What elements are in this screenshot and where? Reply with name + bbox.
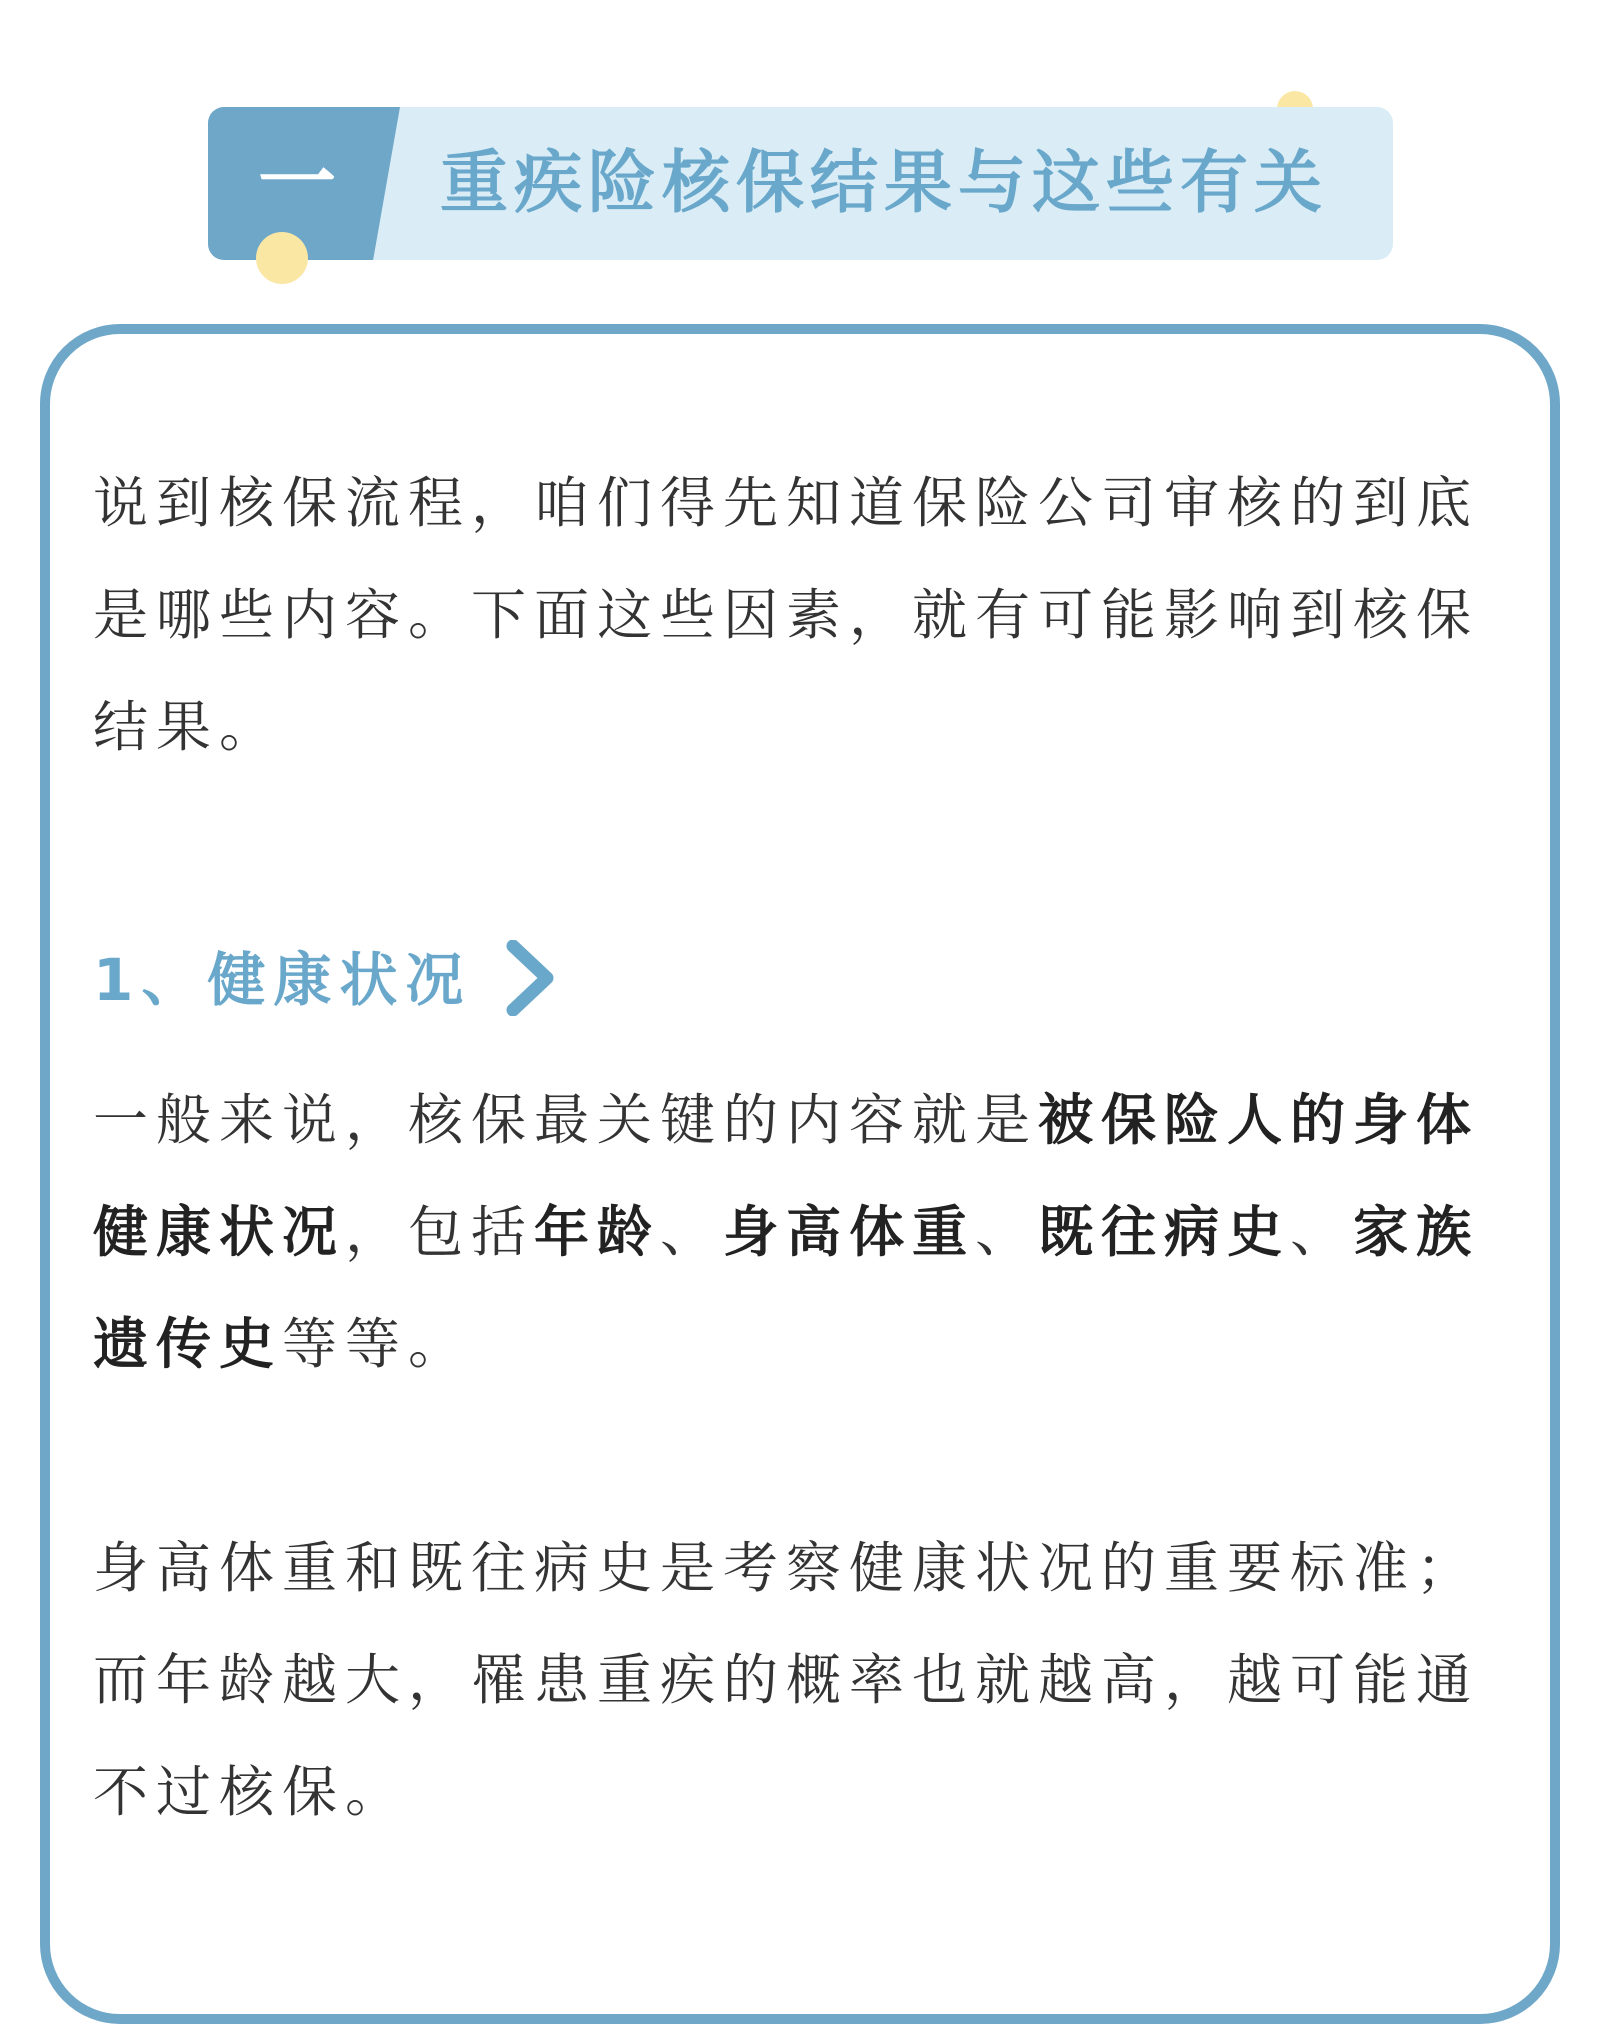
emphasis-height-weight: 身高体重 xyxy=(723,1200,976,1264)
section-title: 重疾险核保结果与这些有关 xyxy=(440,144,1329,223)
paragraph-text: 一般来说，核保最关键的内容就是 xyxy=(93,1088,1039,1152)
standard-paragraph: 身高体重和既往病史是考察健康状况的重要标准；而年龄越大，罹患重疾的概率也就越高，越可能通不过核保。 xyxy=(93,1536,1480,1824)
section-header-banner xyxy=(208,107,1393,260)
separator: 、 xyxy=(1290,1200,1354,1264)
emphasis-medical-history: 既往病史 xyxy=(1038,1200,1291,1264)
emphasis-insured-health: 被保险人的身体健康状况 xyxy=(93,1088,1480,1264)
emphasis-family-history: 家族遗传史 xyxy=(93,1200,1480,1376)
subsection-heading: 1、健康状况 xyxy=(93,946,472,1014)
intro-paragraph: 说到核保流程，咱们得先知道保险公司审核的到底是哪些内容。下面这些因素，就有可能影响到核保结果。 xyxy=(93,471,1480,759)
health-status-paragraph xyxy=(93,1064,1508,1400)
decorative-dot-bottom xyxy=(256,232,308,284)
section-number: 一 xyxy=(257,138,336,228)
separator: 、 xyxy=(975,1200,1039,1264)
paragraph-text: 等等。 xyxy=(282,1312,472,1376)
emphasis-age: 年龄 xyxy=(534,1200,661,1264)
paragraph-text: ，包括 xyxy=(345,1200,535,1264)
chevron-right-icon xyxy=(505,940,557,1016)
separator: 、 xyxy=(660,1200,724,1264)
